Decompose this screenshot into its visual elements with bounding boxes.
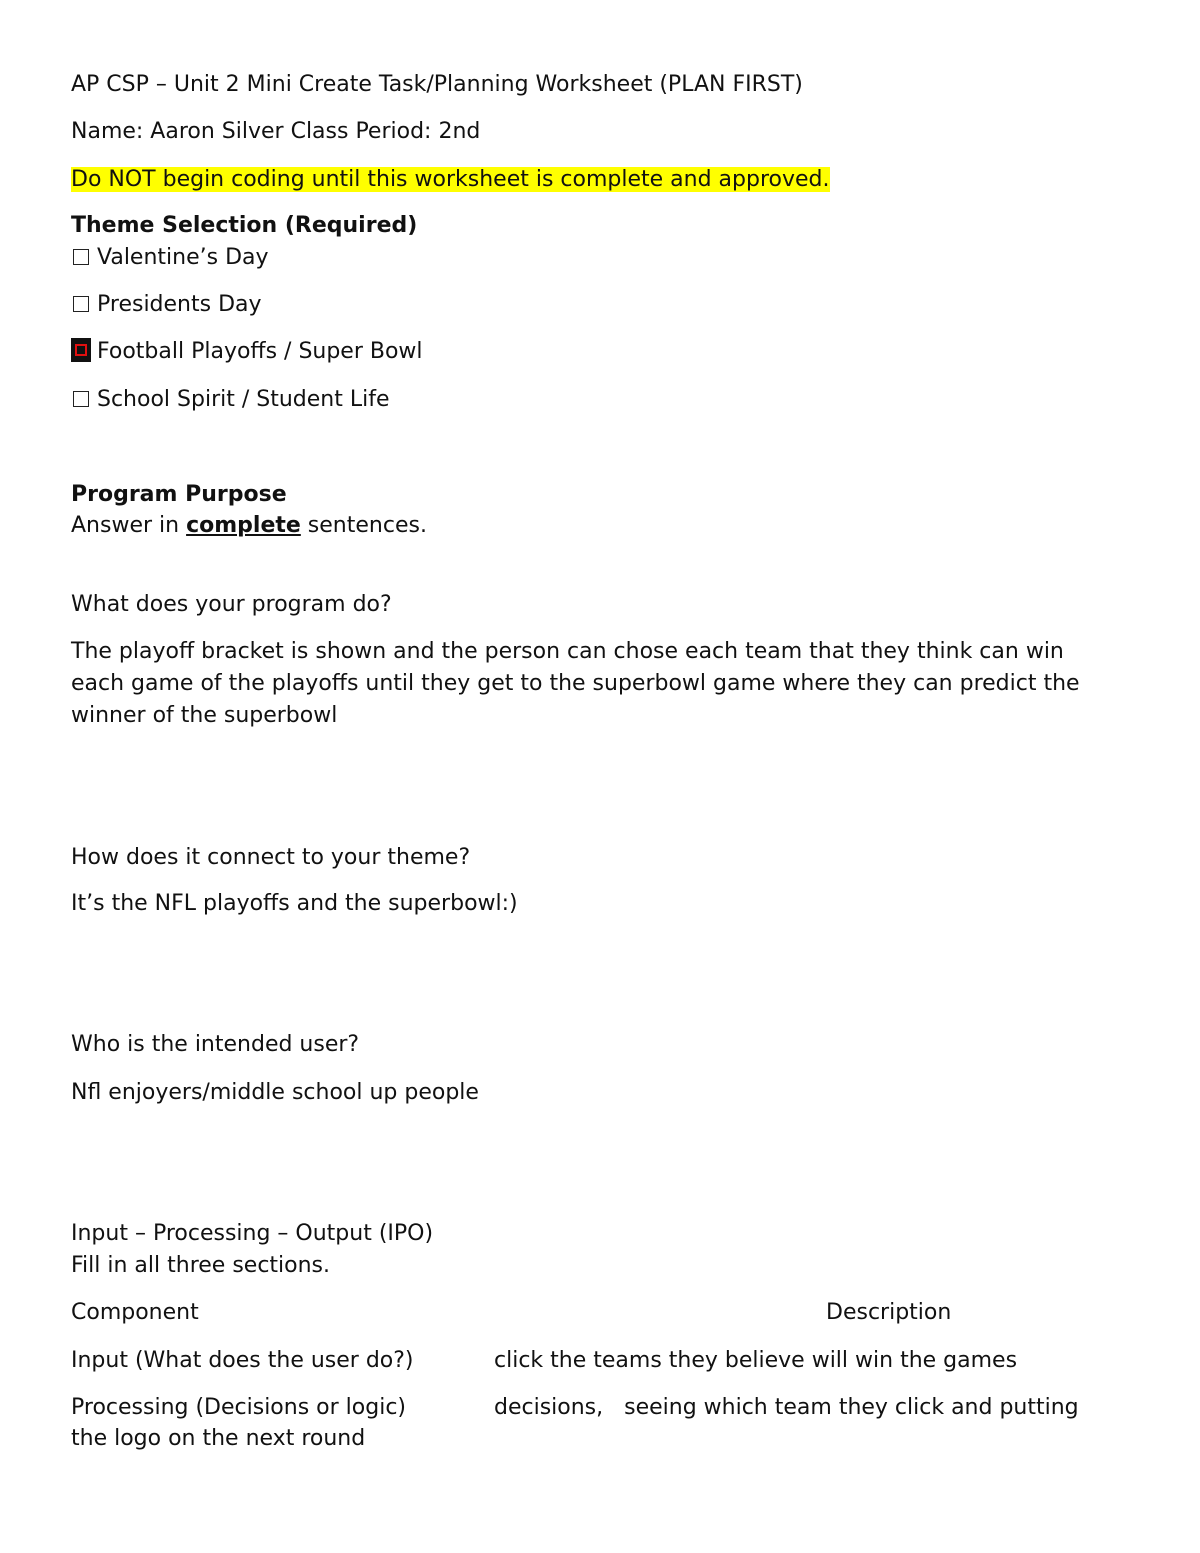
checkbox-icon[interactable]	[73, 391, 89, 407]
ipo-col-description: Description	[826, 1300, 952, 1325]
answer-user: Nfl enjoyers/middle school up people	[71, 1080, 479, 1105]
checkbox-icon[interactable]	[73, 249, 89, 265]
name-class-line: Name: Aaron Silver Class Period: 2nd	[71, 119, 481, 144]
instruction-post: sentences.	[300, 513, 427, 538]
checked-checkbox-icon[interactable]	[71, 338, 91, 362]
worksheet-title: AP CSP – Unit 2 Mini Create Task/Planning Worksheet (PLAN FIRST)	[71, 72, 803, 97]
theme-option-valentines[interactable]	[71, 242, 269, 274]
ipo-input-component: Input (What does the user do?)	[71, 1348, 414, 1373]
theme-option-label: Valentine’s Day	[97, 245, 269, 270]
ipo-col-component: Component	[71, 1300, 199, 1325]
theme-option-presidents[interactable]	[71, 289, 262, 321]
theme-heading: Theme Selection (Required)	[71, 213, 418, 238]
theme-option-label: Presidents Day	[97, 292, 262, 317]
warning-line	[71, 164, 830, 196]
checkbox-icon[interactable]	[73, 296, 89, 312]
theme-option-football[interactable]	[71, 336, 423, 368]
warning-highlight: Do NOT begin coding until this worksheet is complete and approved.	[71, 167, 830, 192]
purpose-instruction	[71, 510, 427, 542]
question-user: Who is the intended user?	[71, 1032, 360, 1057]
question-what: What does your program do?	[71, 592, 392, 617]
ipo-input-description: click the teams they believe will win the games	[494, 1348, 1018, 1373]
answer-theme: It’s the NFL playoffs and the superbowl:)	[71, 891, 518, 916]
theme-option-school-spirit[interactable]	[71, 384, 390, 416]
answer-what: The playoff bracket is shown and the person can chose each team that they think can win each game of the playoffs until they get to the superbowl game where they can predict the winner of the superbowl	[71, 639, 1080, 728]
ipo-instruction: Fill in all three sections.	[71, 1253, 331, 1278]
ipo-processing-continuation: the logo on the next round	[71, 1426, 366, 1451]
instruction-pre: Answer in	[71, 513, 187, 538]
ipo-processing-component: Processing (Decisions or logic)	[71, 1395, 406, 1420]
ipo-processing-description: decisions, seeing which team they click and putting	[494, 1395, 1079, 1420]
theme-option-label: School Spirit / Student Life	[97, 387, 390, 412]
question-theme: How does it connect to your theme?	[71, 845, 471, 870]
theme-option-label: Football Playoffs / Super Bowl	[97, 339, 423, 364]
instruction-emphasis: complete	[186, 513, 301, 538]
purpose-heading: Program Purpose	[71, 482, 287, 507]
ipo-heading: Input – Processing – Output (IPO)	[71, 1221, 434, 1246]
